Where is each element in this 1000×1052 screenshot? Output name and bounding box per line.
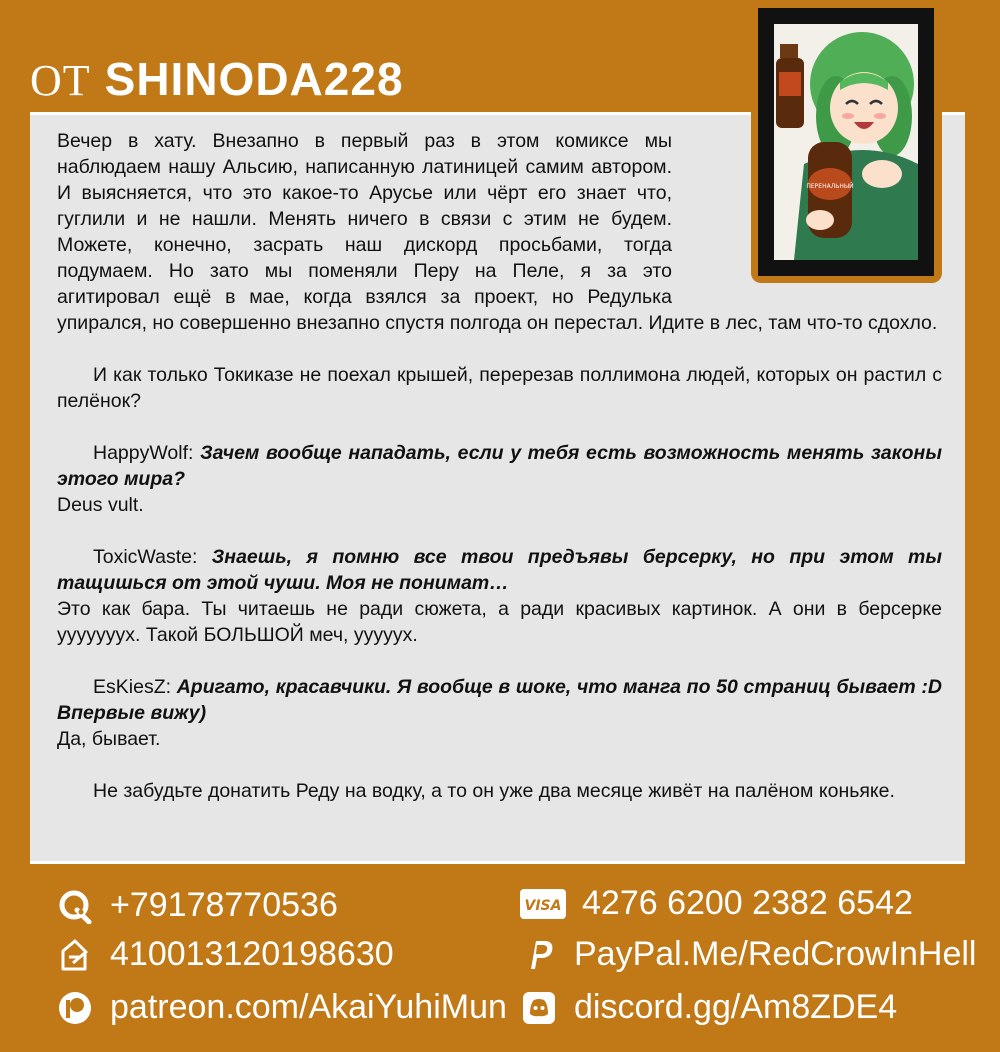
patreon-contact[interactable]: [56, 988, 507, 1027]
visa-icon: [520, 885, 566, 923]
paypal-link: PayPal.Me/RedCrowInHell: [574, 935, 977, 973]
qiwi-number: +79178770536: [110, 886, 338, 924]
comment-2: [57, 544, 942, 596]
comment-3-answer: Да, бывает.: [57, 728, 161, 750]
comment-1-user: HappyWolf:: [93, 442, 201, 464]
note-paragraph-3: Не забудьте донатить Реду на водку, а то он уже два месяце живёт на палёном коньяке.: [93, 780, 895, 802]
discord-contact[interactable]: [520, 988, 897, 1027]
title-prefix: ОТ: [30, 56, 91, 105]
paypal-contact[interactable]: [520, 935, 977, 974]
yandex-number: 410013120198630: [110, 935, 394, 973]
comment-2-question: Знаешь, я помню все твои предъявы берсерку, но при этом ты тащишься от этой чуши. Моя не понимат…: [57, 546, 942, 594]
page-title: [30, 52, 404, 106]
comment-3-user: EsKiesZ:: [93, 676, 177, 698]
comment-3: [57, 674, 942, 726]
yandex-contact[interactable]: [56, 935, 394, 974]
yandex-money-icon: [56, 936, 94, 974]
comment-1-answer: Deus vult.: [57, 494, 144, 516]
comment-1-question: Зачем вообще нападать, если у тебя есть возможность менять законы этого мира?: [57, 442, 942, 490]
title-name: SHINODA228: [104, 53, 404, 105]
comment-2-user: ToxicWaste:: [93, 546, 212, 568]
comment-2-answer: Это как бара. Ты читаешь не ради сюжета, а ради красивых картинок. А они в берсерке ууууууух. Такой БОЛЬШОЙ меч, ууууух.: [57, 598, 942, 646]
patreon-icon: [56, 989, 94, 1027]
note-paragraph-2: И как только Токиказе не поехал крышей, перерезав поллимона людей, которых он растил с пелёнок?: [57, 364, 942, 412]
contacts: [0, 880, 1000, 1052]
comment-1: [57, 440, 942, 492]
qiwi-icon: [56, 887, 94, 925]
qiwi-contact[interactable]: [56, 886, 338, 925]
bottle-label: ПЕРЕНАЛЬНЫЙ: [806, 183, 854, 190]
visa-number: 4276 6200 2382 6542: [582, 884, 913, 922]
paypal-icon: [520, 936, 558, 974]
comment-3-question: Аригато, красавчики. Я вообще в шоке, что манга по 50 страниц бывает :D Впервые вижу): [57, 676, 942, 724]
discord-link: discord.gg/Am8ZDE4: [574, 988, 898, 1026]
note-text: [57, 128, 942, 804]
patreon-link: patreon.com/AkaiYuhiMun: [110, 988, 507, 1026]
discord-icon: [520, 989, 558, 1027]
note-paragraph-1: Вечер в хату. Внезапно в первый раз в этом комиксе мы наблюдаем нашу Альсию, написанную латиницей самим автором. И выясняется, что это какое-то Арусье или чёрт его знает что, гуглили и не нашли. Менять ничего в связи с этим не будем. Можете, конечно, засрать наш дискорд просьбами, тогда подумаем. Но зато мы поменяли Перу на Пеле, я за это агитировал ещё в мае, когда взялся за проект, но Редулька упирался, но совершенно внезапно спустя полгода он перестал. Идите в лес, там что-то сдохло.: [57, 130, 938, 334]
visa-contact[interactable]: [520, 884, 913, 923]
visa-badge-text: VISA: [524, 897, 562, 914]
